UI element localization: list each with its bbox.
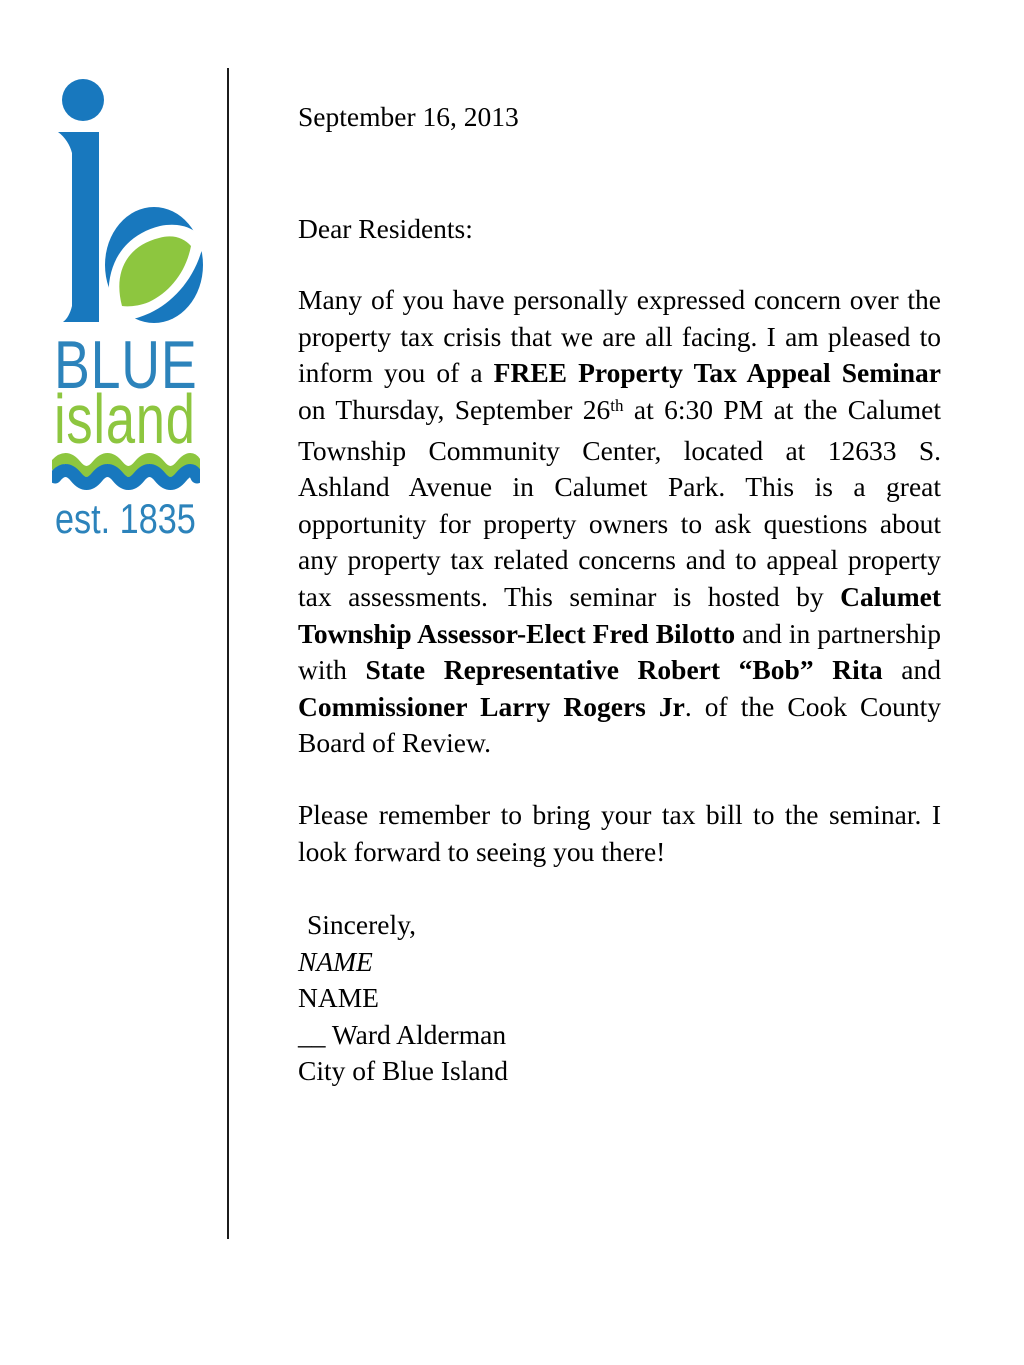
logo-word-island: island [54, 380, 196, 458]
letter-body [298, 99, 941, 1090]
vertical-divider-line [227, 68, 229, 1239]
wave-icon [52, 451, 200, 495]
monogram-dot [62, 79, 104, 121]
ib-leaf-monogram-icon [55, 76, 205, 326]
letter-paragraph-reminder: Please remember to bring your tax bill to the seminar. I look forward to seeing you there! [298, 798, 941, 867]
logo-word-blue: BLUE [54, 327, 198, 403]
letter-date: September 16, 2013 [298, 101, 519, 132]
monogram-stem [58, 132, 99, 322]
closing-signature-plain: NAME [298, 982, 379, 1014]
letter-paragraph-main: Many of you have personally expressed concern over the property tax crisis that we are all facing. I am pleased to inform you of a FREE Property Tax Appeal Seminar on Thursday, September 26th at 6:30 PM at the Calumet Township Community Center, located at 12633 S. Ashland Avenue in Calumet Park. This is a great opportunity for property owners to ask questions about any property tax related concerns and to appeal property tax assessments. This seminar is hosted by Calumet Township Assessor-Elect Fred Bilotto and in partnership with State Representative Robert “Bob” Rita and Commissioner Larry Rogers Jr. of the Cook County Board of Review. [298, 284, 941, 759]
logo-established-text: est. 1835 [55, 495, 196, 542]
closing-organization: City of Blue Island [298, 1055, 509, 1087]
letter-closing [298, 907, 941, 1090]
closing-title-line: __ Ward Alderman [298, 1018, 507, 1050]
closing-signature-italic: NAME [298, 945, 373, 977]
closing-sincerely: Sincerely, [307, 909, 416, 941]
letter-salutation: Dear Residents: [298, 212, 473, 244]
